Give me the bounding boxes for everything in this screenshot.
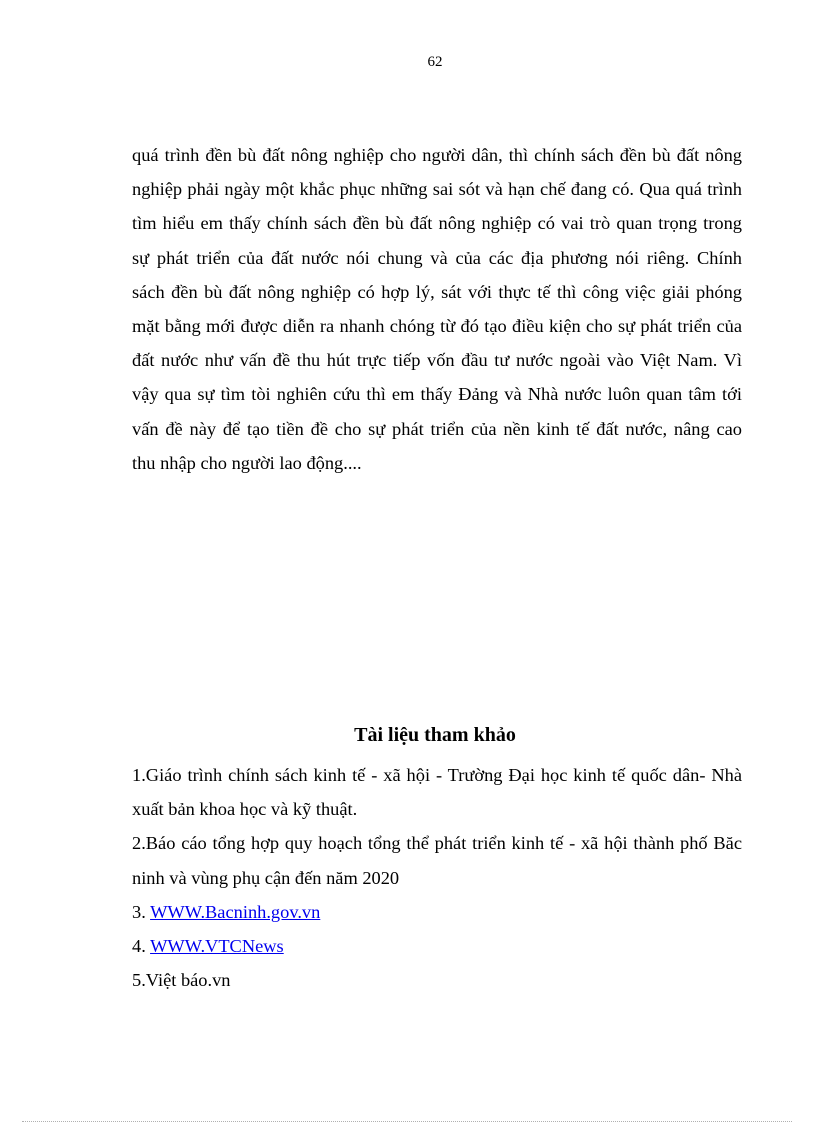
references-title: Tài liệu tham khảo (354, 724, 516, 746)
body-line: đất nước như vấn đề thu hút trực tiếp vốn đầu tư nước ngoài vào Việt Nam. Vì (132, 350, 742, 371)
page-number: 62 (427, 54, 443, 70)
reference-line: 1.Giáo trình chính sách kinh tế - xã hội - Trường Đại học kinh tế quốc dân- Nhà (132, 765, 742, 785)
page-bottom-divider (22, 1121, 792, 1122)
body-line: nghiệp phải ngày một khắc phục những sai sót và hạn chế đang có. Qua quá trình (132, 179, 742, 200)
references-list (132, 758, 742, 997)
reference-link-bacninh[interactable]: WWW.Bacninh.gov.vn (150, 901, 321, 922)
reference-prefix: 4. (132, 936, 151, 957)
body-line: mặt bằng mới được diễn ra nhanh chóng từ đó tạo điều kiện cho sự phát triển của (132, 316, 742, 337)
body-line: thu nhập cho người lao động.... (132, 452, 362, 473)
reference-prefix: 3. (132, 901, 151, 922)
body-line: tìm hiểu em thấy chính sách đền bù đất nông nghiệp có vai trò quan trọng trong (132, 213, 742, 234)
body-line: vấn đề này để tạo tiền đề cho sự phát triển của nền kinh tế đất nước, nâng cao (132, 418, 742, 439)
reference-item (132, 895, 742, 929)
body-line: quá trình đền bù đất nông nghiệp cho người dân, thì chính sách đền bù đất nông (132, 145, 742, 165)
reference-line: xuất bản khoa học và kỹ thuật. (132, 799, 358, 820)
reference-line: ninh và vùng phụ cận đến năm 2020 (132, 867, 400, 888)
reference-item (132, 963, 742, 997)
reference-line: 2.Báo cáo tổng hợp quy hoạch tổng thể phát triển kinh tế - xã hội thành phố Băc (132, 833, 742, 854)
body-line: vậy qua sự tìm tòi nghiên cứu thì em thấy Đảng và Nhà nước luôn quan tâm tới (132, 384, 742, 405)
reference-link-vtcnews[interactable]: WWW.VTCNews (150, 936, 284, 957)
reference-item (132, 826, 742, 894)
reference-line: 5.Việt báo.vn (132, 970, 231, 991)
body-paragraph (132, 138, 742, 480)
reference-item (132, 929, 742, 963)
body-line: sách đền bù đất nông nghiệp có hợp lý, sát với thực tế thì công việc giải phóng (132, 281, 742, 302)
body-line: sự phát triển của đất nước nói chung và của các địa phương nói riêng. Chính (132, 247, 742, 268)
reference-item (132, 758, 742, 826)
